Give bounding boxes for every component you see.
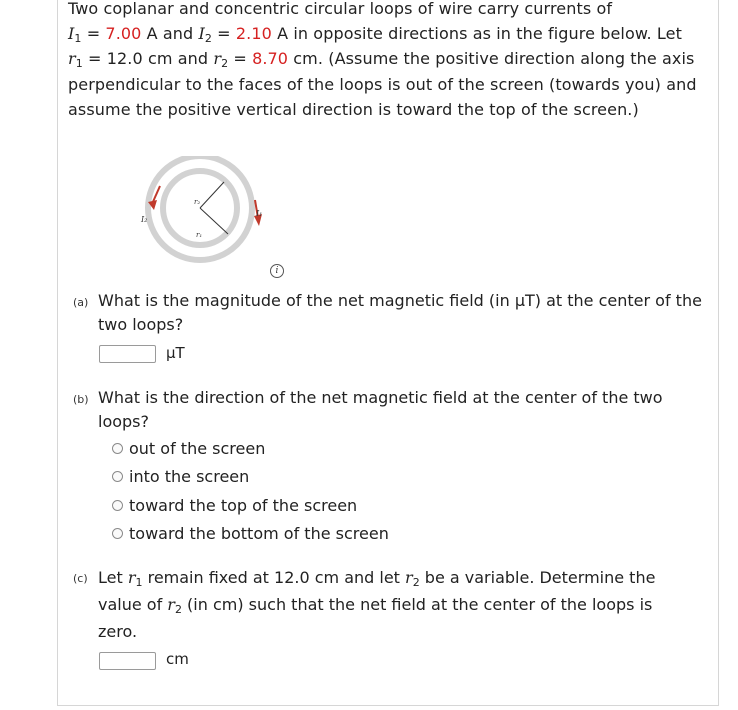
- current-1-value: 7.00: [105, 24, 142, 44]
- radio-button[interactable]: [112, 528, 123, 539]
- part-a-label: (a): [73, 296, 89, 309]
- part-c-question: Let $r_1$ remain fixed at 12.0 cm and let $r_2$ be a variable. Determine the value of $r_2$ (in cm) such that the net field at the center of the loops is zero.: [98, 568, 656, 641]
- option-into-screen[interactable]: into the screen: [112, 465, 249, 487]
- radius-1-symbol: r: [68, 49, 76, 69]
- option-toward-top[interactable]: toward the top of the screen: [112, 494, 357, 516]
- part-a-unit: µT: [166, 344, 185, 362]
- current-2-symbol: I: [198, 24, 205, 44]
- label-r2: r₂: [194, 198, 201, 206]
- intro-text-2: A in opposite directions as in the figure below. Let: [271, 24, 682, 44]
- part-c-label: (c): [73, 572, 88, 585]
- info-icon[interactable]: i: [270, 264, 284, 278]
- intro-text-3: cm. (Assume the positive direction along the axis perpendicular to the faces of the loops is out of the screen (towards you) and assume the positive vertical direction is toward the top of the screen.): [68, 49, 697, 119]
- radius-1-value: = 12.0 cm and: [82, 49, 214, 69]
- label-I1: I₁: [256, 209, 263, 218]
- radius-2-symbol: r: [213, 49, 222, 69]
- part-b-question: What is the direction of the net magnetic field at the center of the two loops?: [98, 388, 663, 431]
- part-a-question: What is the magnitude of the net magnetic field (in µT) at the center of the two loops?: [98, 291, 702, 334]
- current-2-value: 2.10: [235, 24, 272, 44]
- option-out-of-screen[interactable]: out of the screen: [112, 437, 265, 459]
- radius-r1-line: [200, 208, 228, 234]
- concentric-loops-figure: [138, 156, 288, 276]
- intro-text-1: Two coplanar and concentric circular loops of wire carry currents of: [68, 0, 613, 18]
- radius-r2-line: [200, 182, 224, 208]
- part-c-answer-input[interactable]: [99, 652, 156, 670]
- part-c-unit: cm: [166, 650, 189, 668]
- part-b-label: (b): [73, 393, 89, 406]
- radio-button[interactable]: [112, 443, 123, 454]
- radio-button[interactable]: [112, 471, 123, 482]
- current-1-symbol: I: [68, 24, 75, 44]
- option-toward-bottom[interactable]: toward the bottom of the screen: [112, 522, 389, 544]
- label-I2: I₂: [141, 215, 148, 224]
- part-a-answer-input[interactable]: [99, 345, 156, 363]
- radio-button[interactable]: [112, 500, 123, 511]
- problem-statement: Two coplanar and concentric circular loops of wire carry currents of $I_1 = 7.00$ A and $I_2 = 2.10$ A in opposite directions as in the figure below. Let $r_1 = 12.0$ cm and $r_2 = 8.70$ cm. (Assume the positive direction along the axis perpendicular to the faces of the loops is out of the screen (towards you) and assume the positive vertical direction is toward the top of the screen.): [68, 0, 697, 119]
- label-r1: r₁: [196, 231, 203, 239]
- radius-2-value: 8.70: [252, 49, 289, 69]
